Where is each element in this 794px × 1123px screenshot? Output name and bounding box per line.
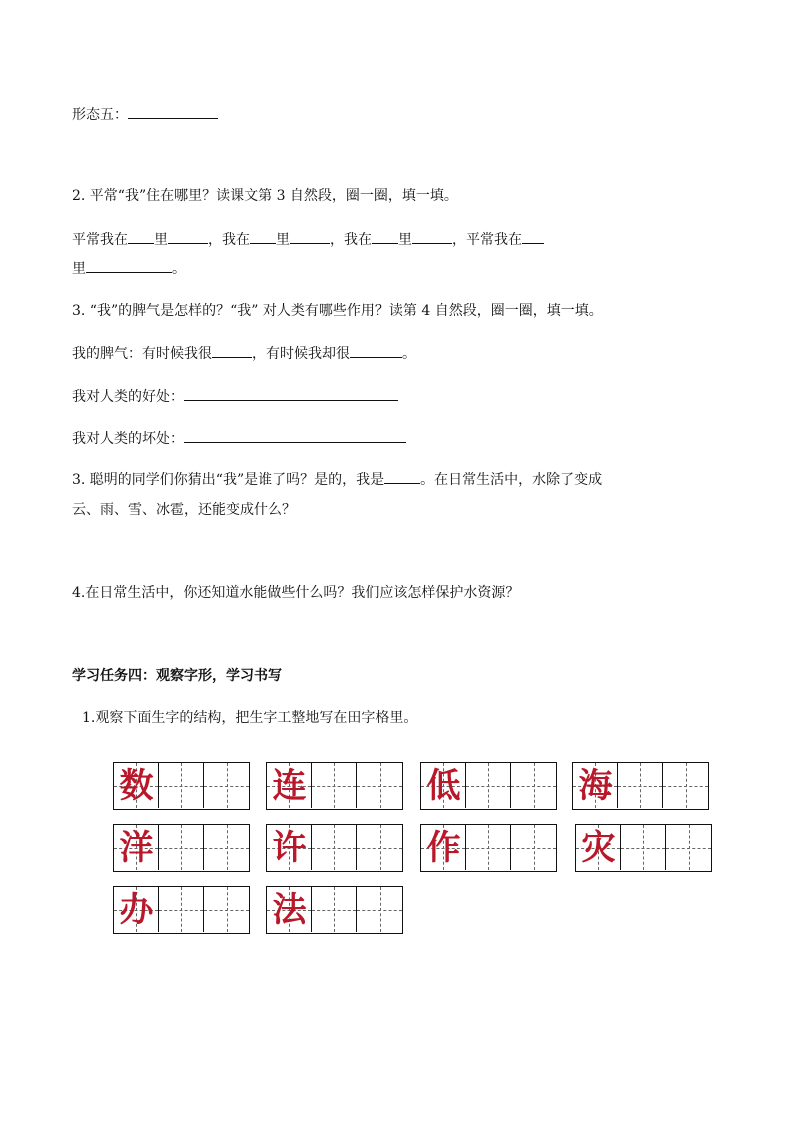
grid-ban bbox=[113, 886, 250, 934]
model-character: 洋 bbox=[119, 827, 154, 868]
grid-cell-model bbox=[576, 825, 621, 870]
grid-cell-model bbox=[267, 887, 312, 932]
grid-cell-write[interactable] bbox=[357, 825, 402, 870]
model-character: 许 bbox=[272, 827, 307, 868]
model-character: 作 bbox=[426, 827, 461, 868]
model-character: 法 bbox=[272, 889, 307, 930]
blank-q2-7[interactable] bbox=[522, 229, 544, 244]
question-2-fill-line-1: 平常我在 里 ，我在 里 ，我在 里 ，平常我在 bbox=[72, 229, 544, 250]
grid-cell-model bbox=[114, 825, 159, 870]
grid-cell-write[interactable] bbox=[312, 825, 357, 870]
model-character: 办 bbox=[119, 889, 154, 930]
grid-cell-write[interactable] bbox=[666, 825, 711, 870]
temper-line: 我的脾气：有时候我很 ，有时候我却很 。 bbox=[72, 343, 416, 364]
blank-q2-4[interactable] bbox=[290, 229, 330, 244]
question-3b-line-2: 云、雨、雪、冰雹，还能变成什么？ bbox=[72, 502, 296, 518]
grid-cell-write[interactable] bbox=[312, 887, 357, 932]
grid-cell-write[interactable] bbox=[312, 763, 357, 808]
model-character: 数 bbox=[119, 765, 154, 806]
grid-cell-write[interactable] bbox=[159, 887, 204, 932]
question-3b-line-1: 3. 聪明的同学们你猜出“我”是谁了吗？是的，我是 。在日常生活中，水除了变成 bbox=[72, 469, 602, 490]
grid-cell-model bbox=[114, 763, 159, 808]
grid-fa bbox=[266, 886, 403, 934]
blank-q2-6[interactable] bbox=[412, 229, 452, 244]
grid-yang bbox=[113, 824, 250, 872]
blank-bad[interactable] bbox=[184, 428, 406, 443]
blank-q2-5[interactable] bbox=[372, 229, 398, 244]
grid-cell-write[interactable] bbox=[621, 825, 666, 870]
question-2: 2. 平常“我”住在哪里？读课文第 3 自然段，圈一圈，填一填。 bbox=[72, 188, 458, 204]
grid-cell-model bbox=[573, 763, 618, 808]
grid-zuo bbox=[420, 824, 557, 872]
grid-cell-write[interactable] bbox=[618, 763, 663, 808]
grid-cell-write[interactable] bbox=[466, 825, 511, 870]
good-line: 我对人类的好处： bbox=[72, 386, 398, 407]
grid-cell-write[interactable] bbox=[204, 887, 249, 932]
blank-who[interactable] bbox=[384, 469, 420, 484]
grid-cell-write[interactable] bbox=[466, 763, 511, 808]
grid-cell-write[interactable] bbox=[159, 763, 204, 808]
grid-cell-write[interactable] bbox=[511, 825, 556, 870]
text-form-five: 形态五： bbox=[72, 104, 218, 125]
blank-q2-8[interactable] bbox=[86, 258, 172, 273]
grid-cell-write[interactable] bbox=[511, 763, 556, 808]
grid-cell-model bbox=[421, 825, 466, 870]
blank-q2-1[interactable] bbox=[128, 229, 154, 244]
task-4-question-1: 1.观察下面生字的结构，把生字工整地写在田字格里。 bbox=[82, 710, 418, 726]
model-character: 灾 bbox=[581, 827, 616, 868]
grid-xu bbox=[266, 824, 403, 872]
grid-cell-model bbox=[267, 825, 312, 870]
model-character: 连 bbox=[272, 765, 307, 806]
grid-shu bbox=[113, 762, 250, 810]
question-3: 3. “我”的脾气是怎样的？“我” 对人类有哪些作用？读第 4 自然段，圈一圈，填一填。 bbox=[72, 303, 603, 319]
grid-zai bbox=[575, 824, 712, 872]
bad-line: 我对人类的坏处： bbox=[72, 428, 406, 449]
grid-cell-model bbox=[267, 763, 312, 808]
grid-lian bbox=[266, 762, 403, 810]
grid-cell-write[interactable] bbox=[204, 825, 249, 870]
model-character: 海 bbox=[578, 765, 613, 806]
model-character: 低 bbox=[426, 765, 461, 806]
grid-di bbox=[420, 762, 557, 810]
grid-cell-model bbox=[421, 763, 466, 808]
blank-temper-1[interactable] bbox=[212, 343, 252, 358]
question-2-fill-line-2: 里 。 bbox=[72, 258, 186, 279]
grid-cell-write[interactable] bbox=[663, 763, 708, 808]
question-4: 4.在日常生活中，你还知道水能做些什么吗？我们应该怎样保护水资源？ bbox=[72, 585, 520, 601]
grid-cell-write[interactable] bbox=[159, 825, 204, 870]
grid-cell-model bbox=[114, 887, 159, 932]
grid-cell-write[interactable] bbox=[357, 887, 402, 932]
grid-hai bbox=[572, 762, 709, 810]
grid-cell-write[interactable] bbox=[357, 763, 402, 808]
blank-temper-2[interactable] bbox=[350, 343, 402, 358]
blank-q2-3[interactable] bbox=[250, 229, 276, 244]
blank-q2-2[interactable] bbox=[168, 229, 208, 244]
blank-good[interactable] bbox=[184, 386, 398, 401]
task-4-heading: 学习任务四：观察字形，学习书写 bbox=[72, 668, 282, 684]
grid-cell-write[interactable] bbox=[204, 763, 249, 808]
blank-form-five[interactable] bbox=[128, 104, 218, 119]
